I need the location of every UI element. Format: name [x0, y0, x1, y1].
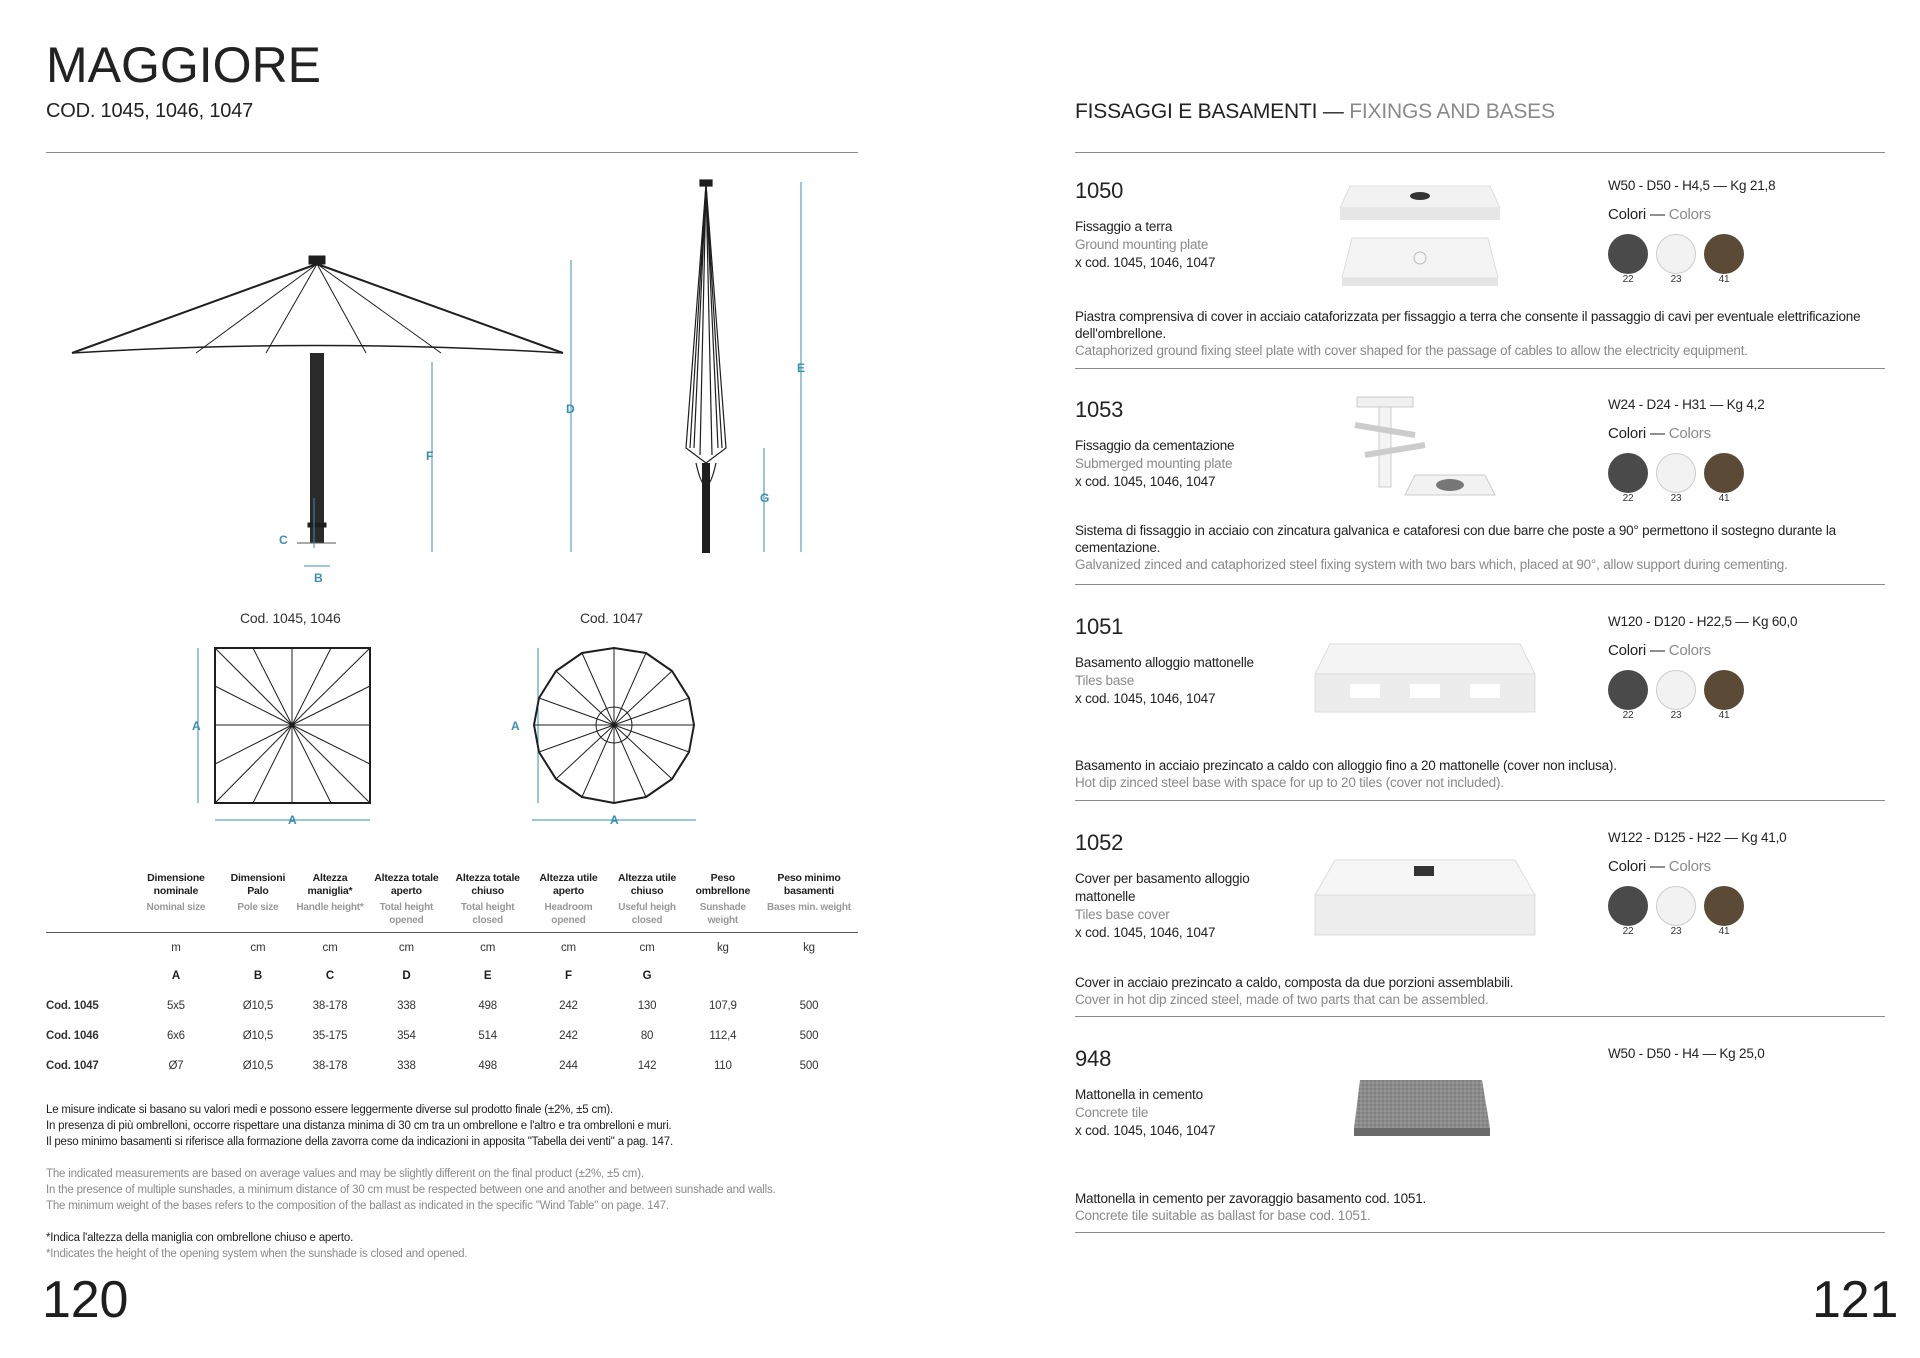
product-description: Mattonella in cemento per zavoraggio basamento cod. 1051. Concrete tile suitable as ballast for base cod. 1051. — [1075, 1191, 1427, 1223]
colors-label: Colori — Colors — [1608, 425, 1711, 442]
footnote-it: *Indica l'altezza della maniglia con ombrellone chiuso e aperto. — [46, 1232, 354, 1244]
swatch-41: 41 — [1704, 234, 1744, 285]
swatch-22: 22 — [1608, 670, 1648, 721]
swatch-41: 41 — [1704, 453, 1744, 504]
divider — [1075, 1232, 1885, 1233]
col-header-sunshade-weight: Peso ombrellone Sunshade weight — [695, 872, 751, 926]
table-row: Cod. 1046 6x6 Ø10,5 35-175 354 514 242 80 112,4 500 — [46, 1030, 819, 1042]
col-header-bases-min-weight: Peso minimo basamenti Bases min. weight — [767, 872, 851, 913]
product-dimensions: W120 - D120 - H22,5 — Kg 60,0 — [1608, 614, 1798, 629]
open-umbrella-drawing — [72, 256, 563, 543]
divider — [1075, 1016, 1885, 1017]
product-description: Piastra comprensiva di cover in acciaio cataforizzata per fissaggio a terra che consente il passaggio di cavi per eventuale elettrificazione dell'ombrellone. Cataphorized ground fixing steel plate with cover shaped for the passage of cables to allow the electricity equipment. — [1075, 309, 1861, 358]
swatch-23: 23 — [1656, 886, 1696, 937]
submerged-plate-image — [1345, 395, 1505, 510]
product-description: Cover in acciaio prezincato a caldo, composta da due porzioni assemblabili. Cover in hot dip zinced steel, made of two parts that can be assembled. — [1075, 975, 1514, 1007]
product-1051 — [1075, 614, 1885, 794]
concrete-tile-image — [1350, 1076, 1500, 1146]
dim-label-e: E — [797, 361, 805, 375]
swatch-41: 41 — [1704, 886, 1744, 937]
colors-label: Colori — Colors — [1608, 642, 1711, 659]
product-name: Cover per basamento alloggio mattonelle Tiles base cover x cod. 1045, 1046, 1047 — [1075, 871, 1250, 940]
plan-dim-a-vertical-round: A — [511, 719, 520, 733]
spec-table — [46, 872, 858, 1082]
swatch-22: 22 — [1608, 886, 1648, 937]
divider — [1075, 152, 1885, 153]
divider — [1075, 368, 1885, 369]
product-dimensions: W50 - D50 - H4,5 — Kg 21,8 — [1608, 178, 1776, 193]
product-code: 1051 — [1075, 614, 1124, 639]
color-swatches — [1608, 234, 1744, 285]
divider — [46, 152, 858, 153]
umbrella-plan-diagram — [180, 638, 740, 838]
col-header-handle-height: Altezza maniglia* Handle height* — [296, 872, 364, 913]
color-swatches — [1608, 886, 1744, 937]
dim-label-f: F — [426, 449, 434, 463]
plan-dim-a-horizontal: A — [288, 813, 297, 827]
plan-caption-square: Cod. 1045, 1046 — [240, 610, 341, 626]
product-dimensions: W24 - D24 - H31 — Kg 4,2 — [1608, 397, 1765, 412]
product-codes: COD. 1045, 1046, 1047 — [46, 100, 254, 122]
product-description: Sistema di fissaggio in acciaio con zincatura galvanica e cataforesi con due barre che poste a 90° permettono il sostegno durante la cementazione. Galvanized zinced and cataphorized steel fixing system with two bars which, placed at 90°, allow support during cementing. — [1075, 523, 1836, 572]
product-code: 948 — [1075, 1046, 1112, 1071]
note-en-2: In the presence of multiple sunshades, a minimum distance of 30 cm must be respected between one and another and between sunshade and walls. — [46, 1184, 776, 1196]
product-code: 1053 — [1075, 397, 1124, 422]
units-row: m cm cm cm cm cm cm kg kg — [46, 932, 858, 962]
swatch-23: 23 — [1656, 234, 1696, 285]
tiles-base-cover-image — [1310, 850, 1540, 950]
product-1050 — [1075, 178, 1885, 368]
product-description: Basamento in acciaio prezincato a caldo con alloggio fino a 20 mattonelle (cover non inclusa). Hot dip zinced steel base with space for up to 20 tiles (cover not included). — [1075, 758, 1617, 790]
swatch-23: 23 — [1656, 453, 1696, 504]
page-number-right: 121 — [1812, 1271, 1899, 1329]
swatch-41: 41 — [1704, 670, 1744, 721]
divider — [1075, 800, 1885, 801]
table-row: Cod. 1045 5x5 Ø10,5 38-178 338 498 242 130 107,9 500 — [46, 1000, 819, 1012]
colors-label: Colori — Colors — [1608, 206, 1711, 223]
product-name: Fissaggio da cementazione Submerged mounting plate x cod. 1045, 1046, 1047 — [1075, 438, 1235, 489]
col-header-pole-size: Dimensioni Palo Pole size — [230, 872, 286, 913]
product-name: Mattonella in cemento Concrete tile x cod. 1045, 1046, 1047 — [1075, 1087, 1216, 1138]
dim-label-g: G — [760, 491, 770, 505]
dim-label-c: C — [279, 533, 288, 547]
square-plan-drawing — [215, 648, 370, 803]
ground-plate-image — [1330, 168, 1510, 308]
swatch-22: 22 — [1608, 453, 1648, 504]
letters-row: A B C D E F G — [171, 970, 652, 982]
plan-dim-a-vertical: A — [192, 719, 201, 733]
notes — [46, 1102, 866, 1262]
note-en-1: The indicated measurements are based on average values and may be slightly different on the final product (±2%, ±5 cm). — [46, 1168, 644, 1180]
col-header-useful-height-closed: Altezza utile chiuso Useful heigh closed — [617, 872, 677, 926]
note-it-3: Il peso minimo basamenti si riferisce alla formazione della zavorra come da indicazioni in apposita "Tabella dei venti" a pag. 147. — [46, 1136, 673, 1148]
product-1053 — [1075, 397, 1885, 582]
note-it-1: Le misure indicate si basano su valori medi e possono essere leggermente diverse sul prodotto finale (±2%, ±5 cm). — [46, 1104, 614, 1116]
col-header-total-height-opened: Altezza totale aperto Total height opened — [374, 872, 439, 926]
note-en-3: The minimum weight of the bases refers to the composition of the ballast as indicated in the specific "Wind Table" on page. 147. — [46, 1200, 669, 1212]
col-header-total-height-closed: Altezza totale chiuso Total height closed — [455, 872, 520, 926]
dim-label-b: B — [314, 571, 323, 585]
col-header-headroom-opened: Altezza utile aperto Headroom opened — [539, 872, 598, 926]
color-swatches — [1608, 453, 1744, 504]
dim-label-d: D — [566, 402, 575, 416]
product-code: 1052 — [1075, 830, 1124, 855]
colors-label: Colori — Colors — [1608, 858, 1711, 875]
page-title: MAGGIORE — [46, 37, 322, 93]
product-948 — [1075, 1046, 1885, 1226]
plan-dim-a-horizontal-round: A — [610, 813, 619, 827]
divider — [1075, 584, 1885, 585]
page-number-left: 120 — [42, 1271, 129, 1329]
plan-caption-round: Cod. 1047 — [580, 610, 643, 626]
col-header-nominal-size: Dimensione nominale Nominal size — [146, 872, 206, 913]
note-it-2: In presenza di più ombrelloni, occorre rispettare una distanza minima di 30 cm tra un ombrellone e l'altro e tra ombrelloni e muri. — [46, 1120, 672, 1132]
product-name: Basamento alloggio mattonelle Tiles base x cod. 1045, 1046, 1047 — [1075, 655, 1254, 706]
product-code: 1050 — [1075, 178, 1124, 203]
product-dimensions: W122 - D125 - H22 — Kg 41,0 — [1608, 830, 1787, 845]
closed-umbrella-drawing — [686, 180, 726, 553]
swatch-22: 22 — [1608, 234, 1648, 285]
color-swatches — [1608, 670, 1744, 721]
footnote-en: *Indicates the height of the opening system when the sunshade is closed and opened. — [46, 1248, 468, 1260]
tiles-base-image — [1310, 634, 1540, 724]
spec-table-header — [46, 872, 858, 932]
product-name: Fissaggio a terra Ground mounting plate x cod. 1045, 1046, 1047 — [1075, 219, 1216, 270]
product-dimensions: W50 - D50 - H4 — Kg 25,0 — [1608, 1046, 1765, 1061]
round-plan-drawing — [534, 648, 694, 803]
table-row: Cod. 1047 Ø7 Ø10,5 38-178 338 498 244 142 110 500 — [46, 1060, 819, 1072]
swatch-23: 23 — [1656, 670, 1696, 721]
product-1052 — [1075, 830, 1885, 1010]
section-heading: FISSAGGI E BASAMENTI — FIXINGS AND BASES — [1075, 100, 1555, 123]
umbrella-elevation-diagram — [46, 168, 866, 598]
